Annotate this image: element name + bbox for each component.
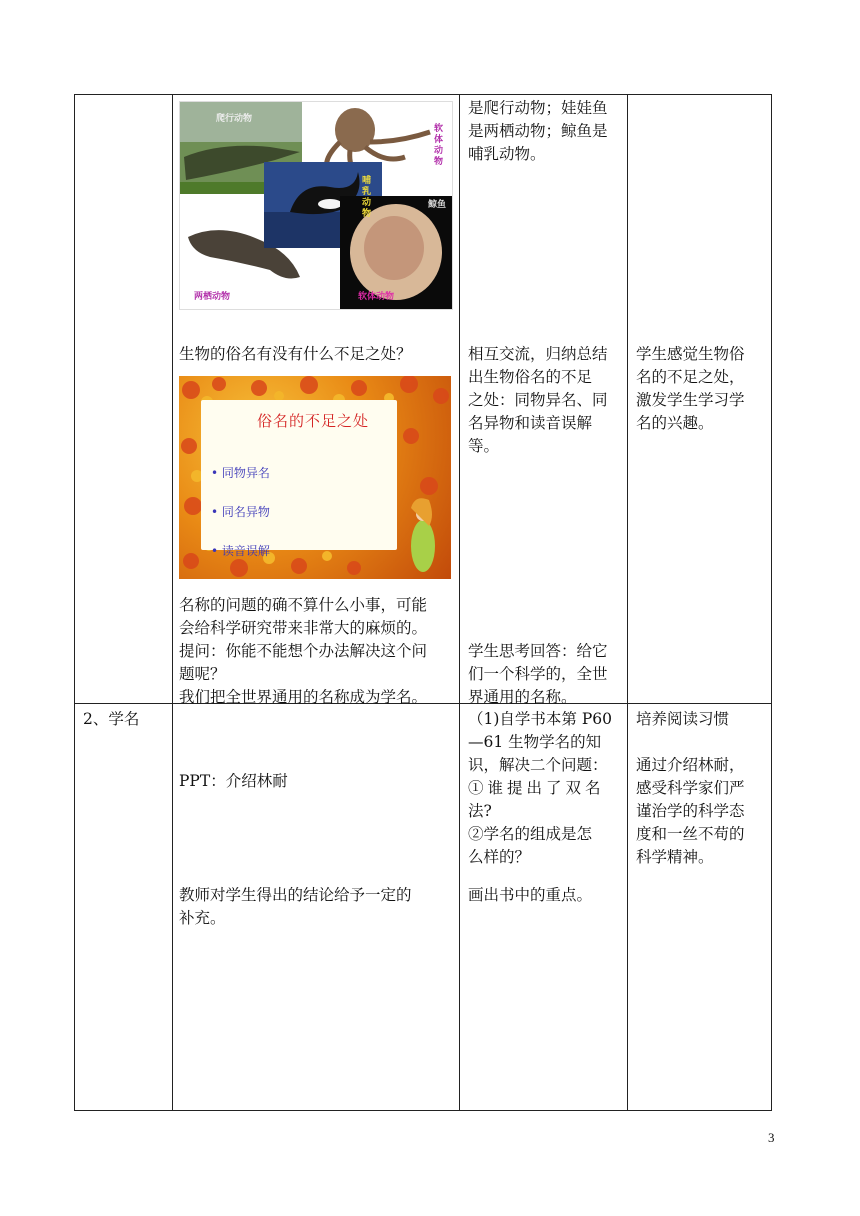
reading-habit-text: 培养阅读习惯	[636, 710, 730, 728]
scientific-spirit-text	[636, 754, 745, 869]
text-line: 补充。	[179, 909, 226, 927]
text-line: 教师对学生得出的结论给予一定的	[179, 886, 412, 904]
text-line: 识，解决二个问题：	[468, 756, 608, 774]
common-name-question: 生物的俗名有没有什么不足之处？	[179, 345, 412, 363]
text-line: 名异物和读音误解	[468, 414, 593, 432]
text-line: ①谁提出了双名	[468, 779, 605, 797]
section-title: 2、学名	[83, 710, 140, 728]
row2-col1-cell	[75, 704, 173, 1111]
scientific-name-discussion	[179, 594, 459, 709]
text-line: 感受科学家们严	[636, 779, 745, 797]
student-answer-text	[468, 640, 608, 709]
row2-col4-cell	[628, 704, 772, 1111]
label-reptile: 爬行动物	[216, 114, 253, 124]
slide-item-1: • 同物异名	[211, 466, 270, 480]
slide-item-2-label: 同名异物	[221, 505, 270, 519]
ppt-linnaeus-text: PPT：介绍林耐	[179, 772, 288, 790]
label-mollusc-bottom: 软体动物	[358, 292, 395, 302]
row1-col2-cell	[173, 95, 460, 704]
text-line: ②学名的组成是怎	[468, 825, 593, 843]
row1-col1-cell	[75, 95, 173, 704]
row2-col3-cell	[460, 704, 628, 1111]
table-row	[75, 95, 772, 704]
text-line: 们一个科学的，全世	[468, 665, 608, 683]
text-line: 科学精神。	[636, 848, 714, 866]
text-line: 学生思考回答：给它	[468, 642, 608, 660]
lesson-table	[74, 94, 772, 1111]
exchange-summary-text	[468, 343, 608, 458]
page-number: 3	[768, 1130, 775, 1145]
text-line: 界通用的名称。	[468, 688, 577, 706]
discussion-line: 名称的问题的确不算什么小事，可能	[179, 596, 428, 614]
slide-item-2: • 同名异物	[211, 505, 270, 519]
text-line: 等。	[468, 437, 500, 455]
animals-collage-image	[179, 101, 453, 310]
text-line: 激发学生学习学	[636, 391, 745, 409]
row1-col3-cell	[460, 95, 628, 704]
text-line: 名的不足之处，	[636, 368, 745, 386]
text-line: 么样的？	[468, 848, 531, 866]
label-mammal: 哺乳动物	[362, 176, 372, 219]
text-line: 之处：同物异名、同	[468, 391, 608, 409]
table-row	[75, 704, 772, 1111]
mark-key-points-text: 画出书中的重点。	[468, 886, 593, 904]
text-line: 名的兴趣。	[636, 414, 714, 432]
discussion-line: 题呢？	[179, 665, 226, 683]
text-line: 通过介绍林耐，	[636, 756, 745, 774]
slide-title: 俗名的不足之处	[257, 412, 370, 430]
row2-col2-cell	[173, 704, 460, 1111]
label-amphibian: 两栖动物	[194, 292, 231, 302]
discussion-line: 我们把全世界通用的名称成为学名。	[179, 688, 428, 706]
slide-panel	[201, 400, 397, 558]
text-line: 是两栖动物；鲸鱼是	[468, 122, 608, 140]
self-study-task-text	[468, 708, 612, 869]
discussion-line: 会给科学研究带来非常大的麻烦的。	[179, 619, 428, 637]
text-line: —61 生物学名的知	[468, 733, 602, 751]
text-line: 哺乳动物。	[468, 145, 546, 163]
text-line: （1)自学书本第 P60	[468, 710, 612, 728]
text-line: 学生感觉生物俗	[636, 345, 745, 363]
text-line: 谨治学的科学态	[636, 802, 745, 820]
text-line: 相互交流，归纳总结	[468, 345, 608, 363]
slide-item-1-label: 同物异名	[221, 466, 270, 480]
teacher-supplement-text	[179, 884, 412, 930]
slide-item-3-label: 读音误解	[221, 544, 270, 558]
row1-col4-cell	[628, 95, 772, 704]
slide-item-3: • 读音误解	[211, 544, 270, 558]
interest-goal-text	[636, 343, 745, 435]
discussion-line: 提问：你能不能想个办法解决这个问	[179, 642, 428, 660]
text-line: 是爬行动物；娃娃鱼	[468, 99, 608, 117]
text-line: 出生物俗名的不足	[468, 368, 593, 386]
text-line: 法?	[468, 802, 492, 820]
animal-classification-text	[468, 97, 608, 166]
label-whale: 鲸鱼	[428, 200, 447, 210]
label-mollusc-top: 软体动物	[434, 124, 444, 167]
text-line: 度和一丝不苟的	[636, 825, 745, 843]
common-name-shortcomings-slide	[179, 376, 451, 579]
